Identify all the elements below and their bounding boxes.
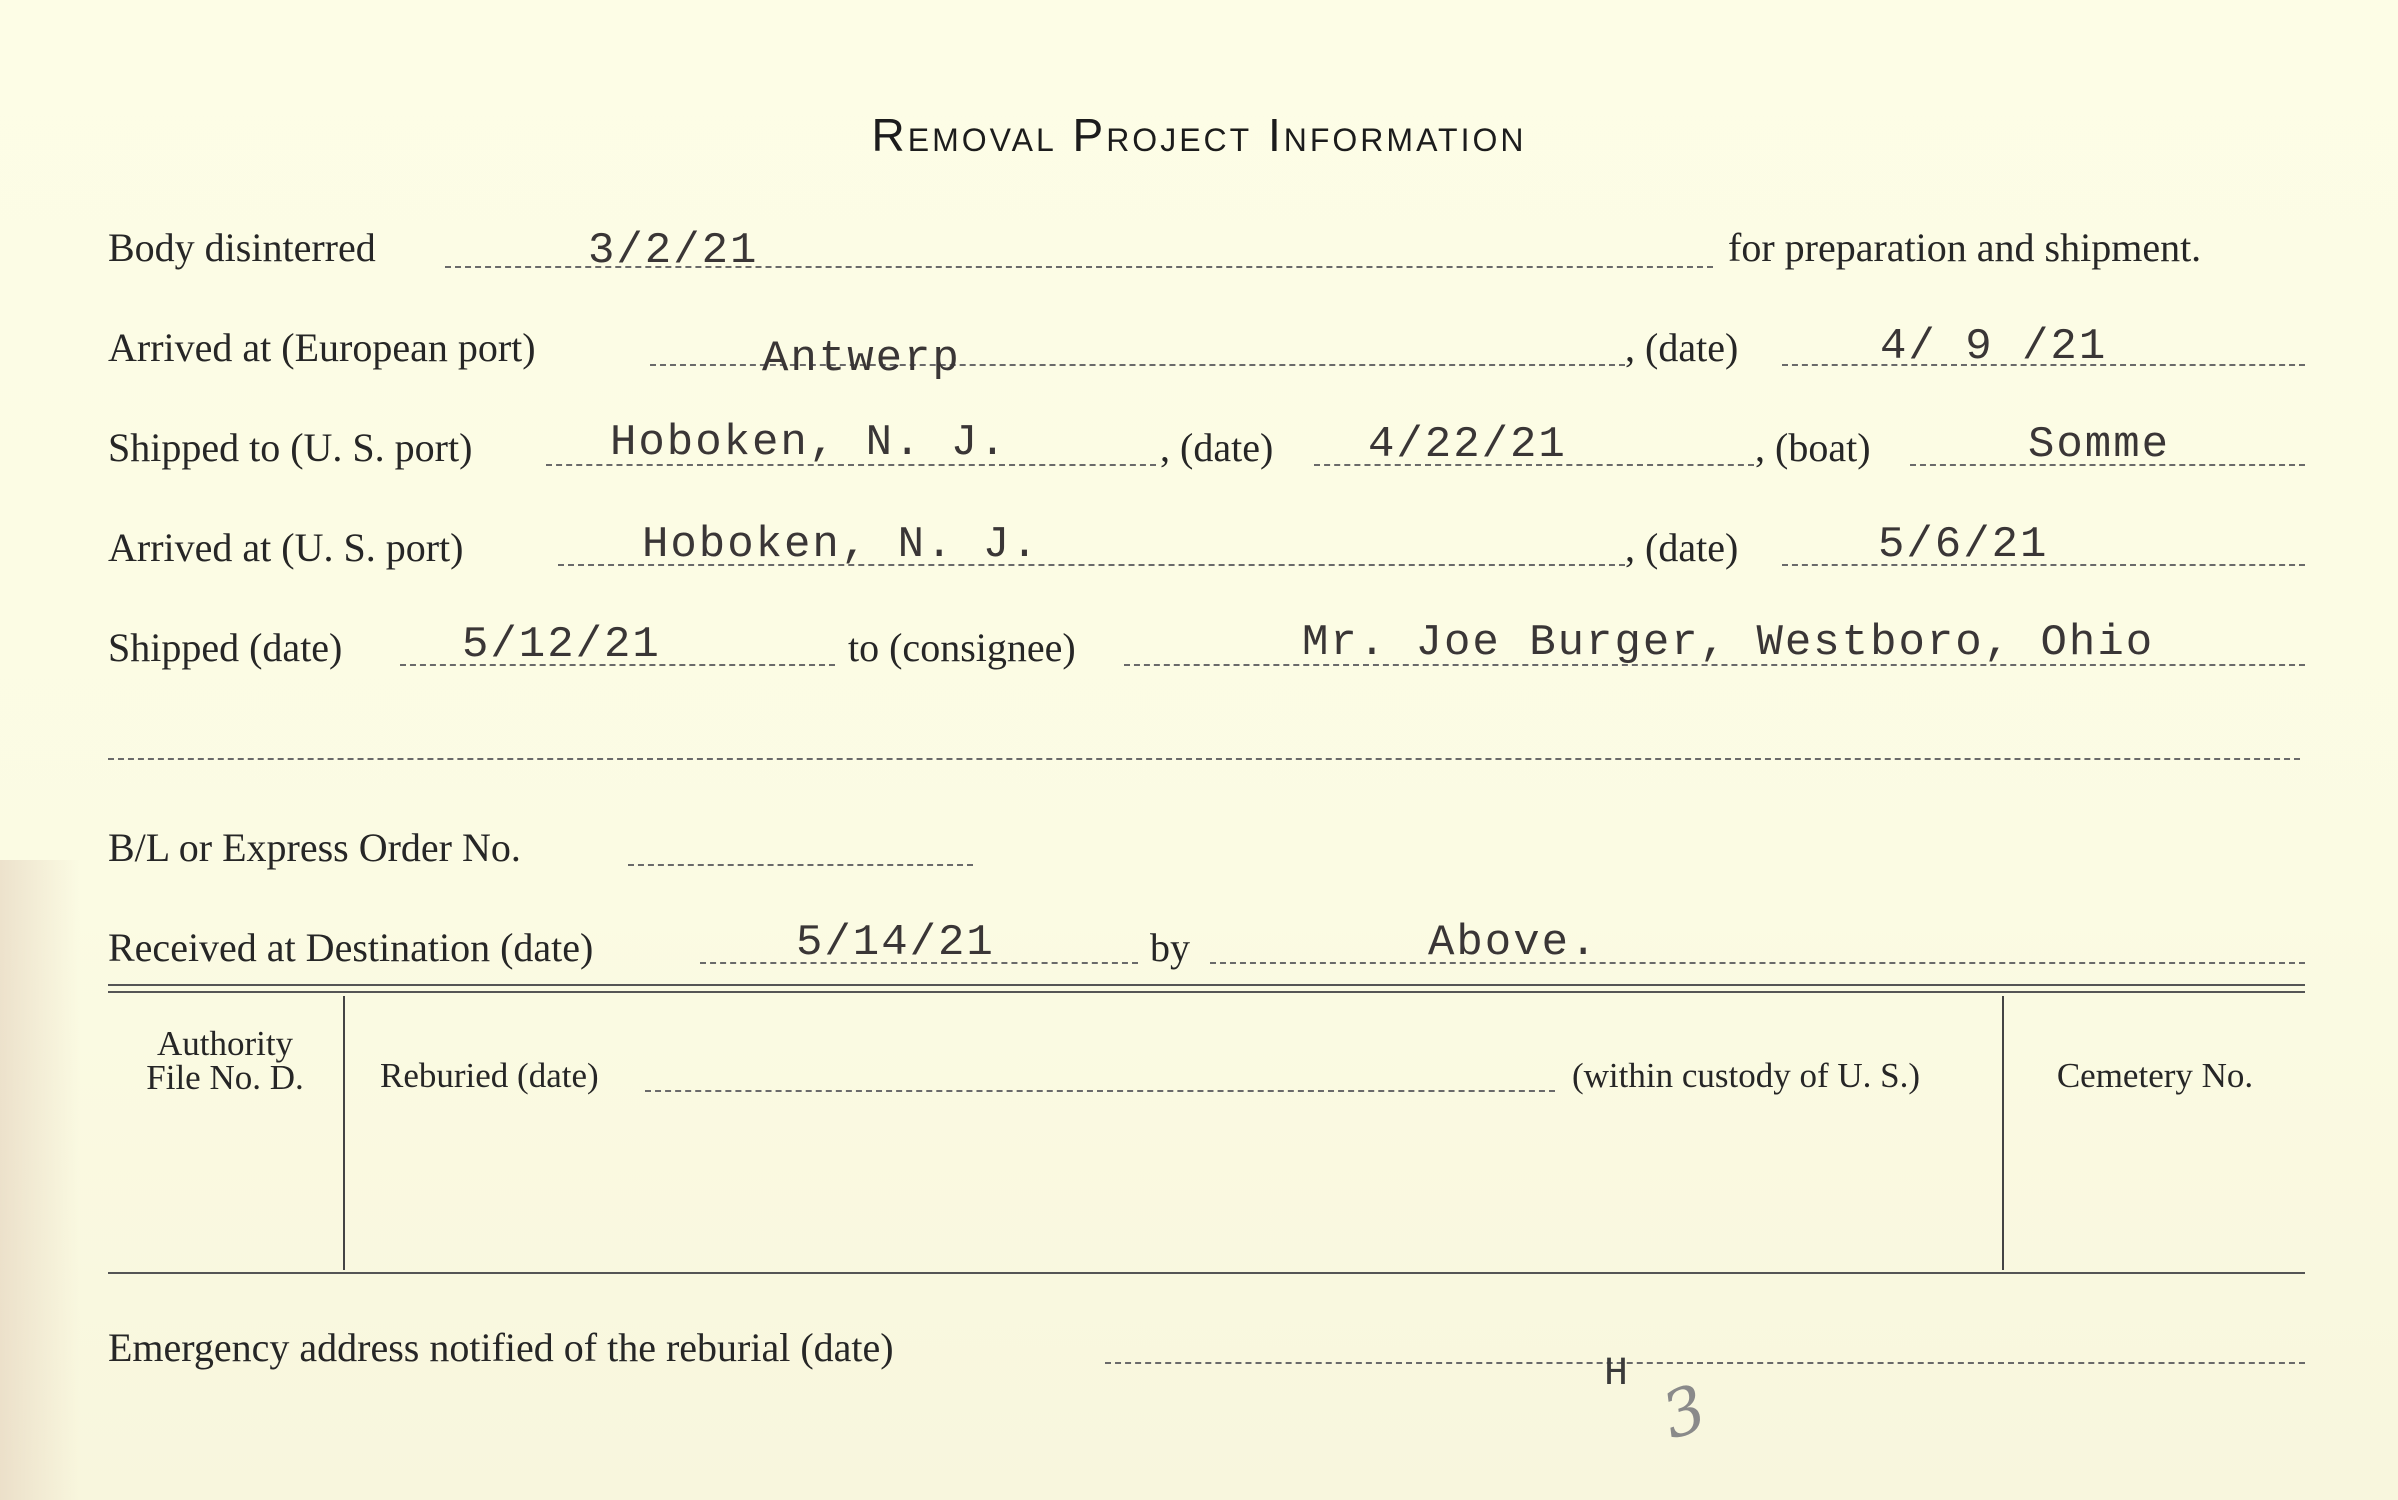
- table-top-rule-2: [108, 991, 2305, 993]
- arrived-european-label: Arrived at (European port): [108, 325, 536, 370]
- table-top-rule: [108, 984, 2305, 986]
- arrived-us-label: Arrived at (U. S. port): [108, 525, 464, 570]
- shipped-us-boat-label: , (boat): [1755, 425, 1871, 470]
- received-by-line: [1210, 962, 2305, 964]
- card-title: Removal Project Information: [871, 109, 1527, 161]
- received-by-value: Above.: [1428, 918, 1599, 968]
- received-label: Received at Destination (date): [108, 925, 594, 970]
- table-divider-left: [343, 996, 345, 1270]
- blank-line: [108, 758, 2300, 760]
- arrived-us-date: 5/6/21: [1878, 520, 2049, 570]
- shipped-us-boat: Somme: [2028, 420, 2171, 470]
- body-disinterred-value: 3/2/21: [588, 226, 759, 276]
- authority-label-2: File No. D.: [146, 1058, 304, 1097]
- consignee-label: to (consignee): [848, 625, 1076, 670]
- shipped-us-label: Shipped to (U. S. port): [108, 425, 473, 470]
- shipped-date-value: 5/12/21: [462, 620, 661, 670]
- shipped-date-label: Shipped (date): [108, 625, 343, 670]
- arrived-european-date-label: , (date): [1625, 325, 1739, 370]
- bl-order-line: [628, 864, 973, 866]
- emergency-line: [1105, 1362, 2305, 1364]
- reburied-label: Reburied (date): [380, 1056, 599, 1095]
- arrived-european-date: 4/ 9 /21: [1880, 322, 2108, 372]
- body-disinterred-suffix: for preparation and shipment.: [1728, 225, 2202, 270]
- body-disinterred-label: Body disinterred: [108, 225, 376, 270]
- table-divider-right: [2002, 996, 2004, 1270]
- shipped-us-date: 4/22/21: [1368, 420, 1567, 470]
- arrived-us-date-label: , (date): [1625, 525, 1739, 570]
- table-bottom-rule: [108, 1272, 2305, 1274]
- bl-order-label: B/L or Express Order No.: [108, 825, 521, 870]
- arrived-us-value: Hoboken, N. J.: [642, 520, 1040, 570]
- received-by-label: by: [1150, 925, 1190, 970]
- emergency-label: Emergency address notified of the reburial (date): [108, 1325, 894, 1370]
- arrived-european-value: Antwerp: [762, 334, 961, 384]
- consignee-value: Mr. Joe Burger, Westboro, Ohio: [1302, 618, 2155, 668]
- authority-label-1: Authority: [156, 1024, 294, 1063]
- paper-stain: [0, 860, 80, 1500]
- shipped-us-date-label: , (date): [1160, 425, 1274, 470]
- custody-label: (within custody of U. S.): [1572, 1056, 1921, 1095]
- received-value: 5/14/21: [796, 918, 995, 968]
- reburied-line: [645, 1090, 1555, 1092]
- cemetery-label: Cemetery No.: [2056, 1056, 2254, 1095]
- shipped-us-value: Hoboken, N. J.: [610, 418, 1008, 468]
- handwritten-mark: 3: [1653, 1371, 1716, 1455]
- stamp-letter: H: [1604, 1352, 1629, 1397]
